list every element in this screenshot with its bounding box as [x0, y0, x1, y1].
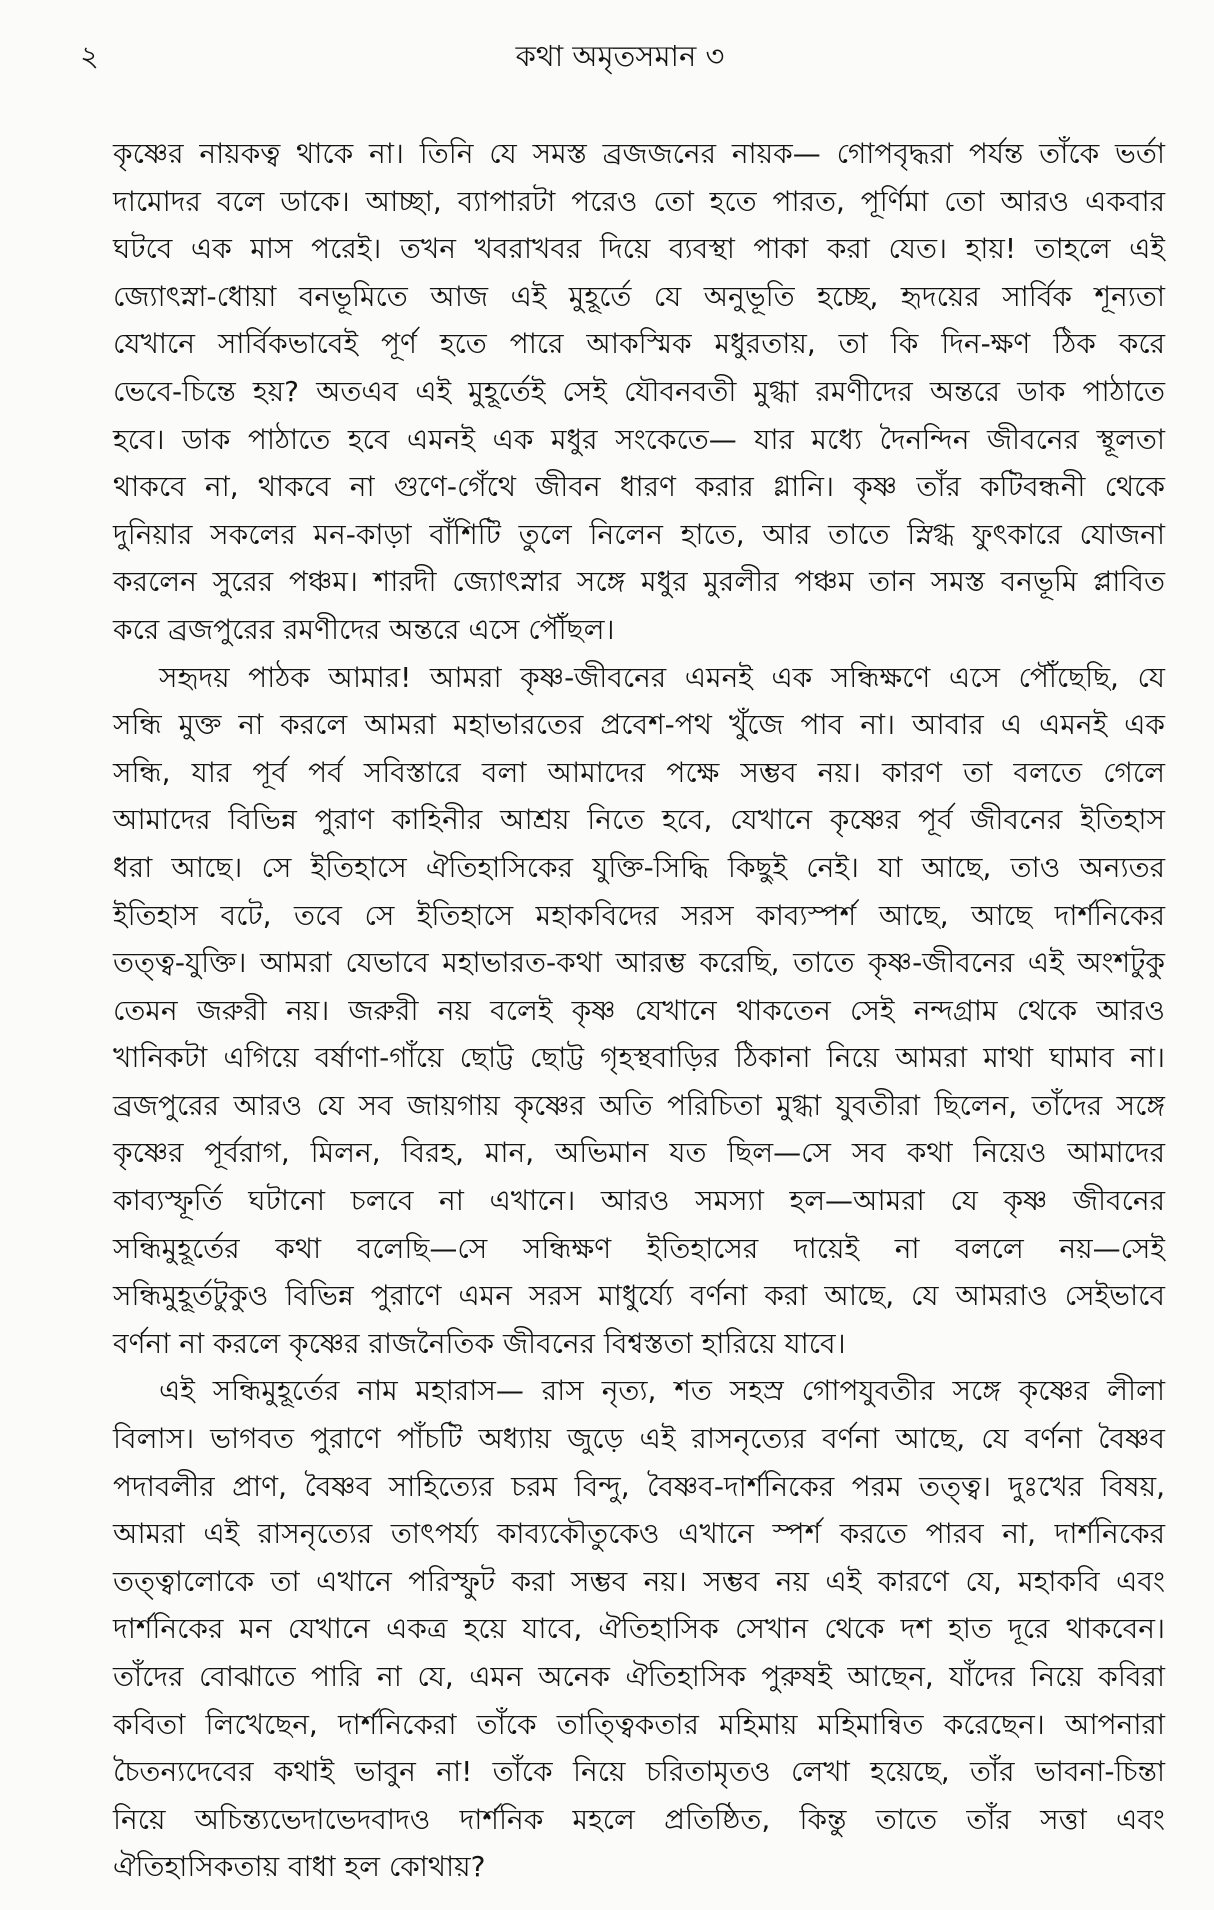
page-header [80, 34, 1160, 78]
text-line: হবে। ডাক পাঠাতে হবে এমনই এক মধুর সংকেতে— যার মধ্যে দৈনন্দিন জীবনের স্থূলতা [113, 422, 1165, 456]
text-line: আমাদের বিভিন্ন পুরাণ কাহিনীর আশ্রয় নিতে হবে, যেখানে কৃষ্ণের পূর্ব জীবনের ইতিহাস [113, 803, 1165, 837]
text-line: যেখানে সার্বিকভাবেই পূর্ণ হতে পারে আকস্মিক মধুরতায়, তা কি দিন-ক্ষণ ঠিক করে [113, 327, 1165, 361]
text-line: তেমন জরুরী নয়। জরুরী নয় বলেই কৃষ্ণ যেখানে থাকতেন সেই নন্দগ্রাম থেকে আরও [113, 993, 1165, 1027]
text-line: দুনিয়ার সকলের মন-কাড়া বাঁশিটি তুলে নিলেন হাতে, আর তাতে স্নিগ্ধ ফুৎকারে যোজনা [113, 517, 1165, 551]
text-line: করলেন সুরের পঞ্চম। শারদী জ্যোৎস্নার সঙ্গে মধুর মুরলীর পঞ্চম তান সমস্ত বনভূমি প্লাবিত [113, 565, 1165, 599]
text-line: ঘটবে এক মাস পরেই। তখন খবরাখবর দিয়ে ব্যবস্থা পাকা করা যেত। হায়! তাহলে এই [113, 232, 1165, 266]
text-line: কৃষ্ণের নায়কত্ব থাকে না। তিনি যে সমস্ত ব্রজজনের নায়ক— গোপবৃদ্ধরা পর্যন্ত তাঁকে ভর্তা [113, 137, 1165, 170]
text-line: ব্রজপুরের আরও যে সব জায়গায় কৃষ্ণের অতি পরিচিতা মুগ্ধা যুবতীরা ছিলেন, তাঁদের সঙ্গে [113, 1088, 1165, 1122]
text-line: দার্শনিকের মন যেখানে একত্র হয়ে যাবে, ঐতিহাসিক সেখান থেকে দশ হাত দূরে থাকবেন। [113, 1612, 1165, 1646]
text-line: সন্ধি, যার পূর্ব পর্ব সবিস্তারে বলা আমাদের পক্ষে সম্ভব নয়। কারণ তা বলতে গেলে [113, 755, 1165, 789]
text-line: সন্ধি মুক্ত না করলে আমরা মহাভারতের প্রবেশ-পথ খুঁজে পাব না। আবার এ এমনই এক [113, 708, 1165, 742]
text-line: ধরা আছে। সে ইতিহাসে ঐতিহাসিকের যুক্তি-সিদ্ধি কিছুই নেই। যা আছে, তাও অন্যতর [113, 850, 1165, 884]
text-line: তত্ত্ব-যুক্তি। আমরা যেভাবে মহাভারত-কথা আরম্ভ করেছি, তাতে কৃষ্ণ-জীবনের এই অংশটুকু [113, 946, 1165, 980]
text-line: আমরা এই রাসনৃত্যের তাৎপর্য্য কাব্যকৌতুকেও এখানে স্পর্শ করতে পারব না, দার্শনিকের [113, 1517, 1165, 1551]
text-line: সন্ধিমুহূর্তের কথা বলেছি—সে সন্ধিক্ষণ ইতিহাসের দায়েই না বললে নয়—সেই [113, 1231, 1165, 1265]
running-title: কথা অমৃতসমান ৩ [515, 39, 725, 73]
text-line: এই সন্ধিমুহূর্তের নাম মহারাস— রাস নৃত্য, শত সহস্র গোপযুবতীর সঙ্গে কৃষ্ণের লীলা [159, 1374, 1165, 1408]
text-line: চৈতন্যদেবের কথাই ভাবুন না! তাঁকে নিয়ে চরিতামৃতও লেখা হয়েছে, তাঁর ভাবনা-চিন্তা [113, 1755, 1165, 1789]
text-line: পদাবলীর প্রাণ, বৈষ্ণব সাহিত্যের চরম বিন্দু, বৈষ্ণব-দার্শনিকের পরম তত্ত্ব। দুঃখের বিষয়, [113, 1469, 1165, 1503]
text-line: কাব্যস্ফূর্তি ঘটানো চলবে না এখানে। আরও সমস্যা হল—আমরা যে কৃষ্ণ জীবনের [113, 1184, 1165, 1218]
text-line: দামোদর বলে ডাকে। আচ্ছা, ব্যাপারটা পরেও তো হতে পারত, পূর্ণিমা তো আরও একবার [113, 184, 1165, 218]
text-line: থাকবে না, থাকবে না গুণে-গেঁথে জীবন ধারণ করার গ্লানি। কৃষ্ণ তাঁর কটিবন্ধনী থেকে [113, 470, 1165, 504]
body-text [113, 130, 1165, 1891]
text-line: তত্ত্বালোকে তা এখানে পরিস্ফুট করা সম্ভব নয়। সম্ভব নয় এই কারণে যে, মহাকবি এবং [113, 1564, 1165, 1598]
text-line: সহৃদয় পাঠক আমার! আমরা কৃষ্ণ-জীবনের এমনই এক সন্ধিক্ষণে এসে পৌঁছেছি, যে [159, 660, 1165, 694]
text-line: ঐতিহাসিকতায় বাধা হল কোথায়? [113, 1850, 486, 1884]
text-line: করে ব্রজপুরের রমণীদের অন্তরে এসে পৌঁছল। [113, 612, 615, 646]
text-line: জ্যোৎস্না-ধোয়া বনভূমিতে আজ এই মুহূর্তে যে অনুভূতি হচ্ছে, হৃদয়ের সার্বিক শূন্যতা [113, 279, 1165, 313]
text-line: কবিতা লিখেছেন, দার্শনিকেরা তাঁকে তাত্ত্বিকতার মহিমায় মহিমান্বিত করেছেন। আপনারা [113, 1707, 1165, 1741]
text-line: বিলাস। ভাগবত পুরাণে পাঁচটি অধ্যায় জুড়ে এই রাসনৃত্যের বর্ণনা আছে, যে বর্ণনা বৈষ্ণব [113, 1422, 1165, 1456]
text-line: সন্ধিমুহূর্তটুকুও বিভিন্ন পুরাণে এমন সরস মাধুর্য্যে বর্ণনা করা আছে, যে আমরাও সেইভাবে [113, 1279, 1165, 1313]
text-line: বর্ণনা না করলে কৃষ্ণের রাজনৈতিক জীবনের বিশ্বস্ততা হারিয়ে যাবে। [113, 1326, 846, 1360]
page-number: ২ [80, 39, 99, 73]
text-line: ভেবে-চিন্তে হয়? অতএব এই মুহূর্তেই সেই যৌবনবতী মুগ্ধা রমণীদের অন্তরে ডাক পাঠাতে [113, 374, 1165, 408]
text-line: কৃষ্ণের পূর্বরাগ, মিলন, বিরহ, মান, অভিমান যত ছিল—সে সব কথা নিয়েও আমাদের [113, 1136, 1165, 1170]
text-line: ইতিহাস বটে, তবে সে ইতিহাসে মহাকবিদের সরস কাব্যস্পর্শ আছে, আছে দার্শনিকের [113, 898, 1165, 932]
text-line: নিয়ে অচিন্ত্যভেদাভেদবাদও দার্শনিক মহলে প্রতিষ্ঠিত, কিন্তু তাতে তাঁর সত্তা এবং [113, 1802, 1165, 1836]
text-line: তাঁদের বোঝাতে পারি না যে, এমন অনেক ঐতিহাসিক পুরুষই আছেন, যাঁদের নিয়ে কবিরা [113, 1660, 1165, 1693]
text-line: খানিকটা এগিয়ে বর্ষাণা-গাঁয়ে ছোট্ট ছোট্ট গৃহস্থবাড়ির ঠিকানা নিয়ে আমরা মাথা ঘামাব না। [113, 1041, 1165, 1075]
